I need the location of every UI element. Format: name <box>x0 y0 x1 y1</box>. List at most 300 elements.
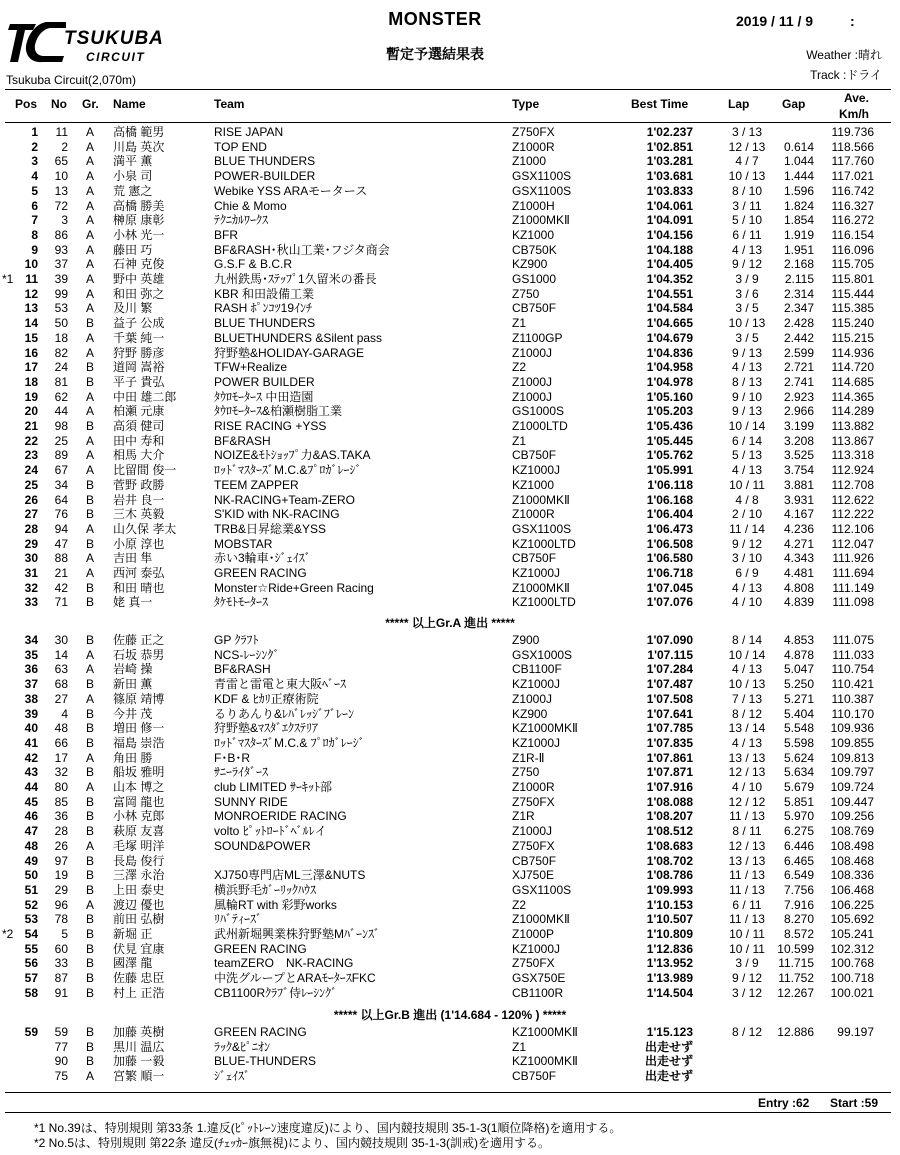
table-row <box>0 1054 900 1069</box>
position: 32 <box>24 580 38 595</box>
position: 44 <box>24 780 38 794</box>
event-title: MONSTER <box>388 9 482 29</box>
car-number: 13 <box>54 183 68 198</box>
car-number: 39 <box>54 272 68 286</box>
best-time: 1'06.118 <box>647 477 693 492</box>
team-name: 狩野塾&HOLIDAY-GARAGE <box>214 345 365 360</box>
group: A <box>86 551 95 566</box>
average-speed: 110.170 <box>831 706 874 721</box>
car-number: 64 <box>54 492 68 507</box>
position: 41 <box>24 735 38 750</box>
position: 9 <box>31 242 38 257</box>
car-number: 50 <box>54 316 68 331</box>
average-speed: 119.736 <box>831 125 874 139</box>
car-number: 25 <box>54 433 68 448</box>
lap: 3 / 12 <box>731 985 763 1000</box>
team-name: GREEN RACING <box>214 1025 307 1039</box>
car-number: 36 <box>54 809 68 824</box>
best-time: 1'07.115 <box>647 647 693 662</box>
driver-name: 増田 修一 <box>113 721 165 736</box>
average-speed: 109.855 <box>830 735 874 750</box>
group: B <box>86 1025 95 1039</box>
gap: 2.347 <box>783 301 814 316</box>
driver-name: 菅野 政勝 <box>113 477 165 492</box>
lap: 4 / 13 <box>731 242 763 257</box>
driver-name: 黒川 温広 <box>113 1039 165 1054</box>
car-number: 85 <box>54 794 68 809</box>
tsukuba-logo <box>6 18 206 70</box>
gap: 7.756 <box>783 882 814 897</box>
group: A <box>86 345 95 360</box>
best-time: 1'03.281 <box>646 154 693 169</box>
position: 10 <box>24 257 38 272</box>
lap: 10 / 14 <box>728 647 766 662</box>
best-time: 1'14.504 <box>646 985 693 1000</box>
lap: 3 / 9 <box>735 272 759 286</box>
machine-type: KZ1000LTD <box>512 536 576 551</box>
position: 57 <box>24 971 38 986</box>
table-row <box>0 301 900 316</box>
driver-name: 加藤 一毅 <box>113 1054 165 1069</box>
driver-name: 藤田 巧 <box>113 242 153 257</box>
driver-name: 道岡 嵩裕 <box>113 360 165 375</box>
gap: 4.271 <box>783 536 814 551</box>
gap: 2.923 <box>783 389 814 404</box>
gap: 4.236 <box>783 521 814 536</box>
average-speed: 110.754 <box>831 662 874 677</box>
driver-name: 石坂 恭男 <box>113 647 165 662</box>
gap: 11.715 <box>778 956 814 971</box>
team-name: POWER-BUILDER <box>214 169 316 184</box>
driver-name: 和田 晴也 <box>113 580 165 595</box>
team-name: ｼﾞｪｲｽﾞ <box>214 1069 251 1084</box>
table-row <box>0 898 900 913</box>
document-title: 暫定予選結果表 <box>386 46 484 62</box>
team-name: RASH ﾎﾟﾝｺﾂ19ｲﾝﾁ <box>214 301 313 316</box>
car-number: 91 <box>54 985 68 1000</box>
average-speed: 108.468 <box>830 853 874 868</box>
average-speed: 109.447 <box>830 794 874 809</box>
track-condition: Track :ドライ <box>810 68 882 82</box>
car-number: 3 <box>61 213 68 228</box>
best-time: 1'05.991 <box>646 463 693 478</box>
group: A <box>86 897 95 912</box>
car-number: 94 <box>54 521 68 536</box>
gap: 4.839 <box>783 595 814 610</box>
team-name: RISE RACING +YSS <box>214 419 327 433</box>
gap: 2.314 <box>783 286 814 301</box>
best-time: 1'08.088 <box>646 794 693 809</box>
lap: 7 / 13 <box>731 691 763 706</box>
lap: 4 / 8 <box>735 492 759 507</box>
average-speed: 118.566 <box>831 139 874 154</box>
lap: 9 / 12 <box>731 257 763 272</box>
best-time: 1'12.836 <box>646 941 693 956</box>
gap: 10.599 <box>777 941 814 956</box>
team-name: G.S.F & B.C.R <box>214 257 293 272</box>
group: B <box>86 882 95 897</box>
position: 37 <box>24 677 38 692</box>
lap: 10 / 13 <box>728 316 766 331</box>
driver-name: 山久保 孝太 <box>113 521 177 536</box>
lap: 6 / 9 <box>735 566 759 580</box>
car-number: 75 <box>54 1069 68 1084</box>
driver-name: 長島 俊行 <box>113 853 165 868</box>
team-name: TEEM ZAPPER <box>214 477 299 492</box>
lap: 4 / 10 <box>731 595 763 610</box>
position: 50 <box>24 868 38 883</box>
team-name: BF&RASH <box>214 433 271 448</box>
gap: 4.481 <box>783 566 814 580</box>
best-time: 1'07.284 <box>646 662 693 677</box>
average-speed: 110.421 <box>831 677 874 692</box>
machine-type: Z1R <box>512 809 535 824</box>
gap: 5.598 <box>783 735 814 750</box>
driver-name: 和田 弥之 <box>113 286 165 301</box>
average-speed: 116.327 <box>831 198 874 213</box>
best-time: 1'04.958 <box>646 360 693 375</box>
machine-type: Z1000R <box>512 139 555 154</box>
team-name: TFW+Realize <box>214 360 288 375</box>
average-speed: 114.685 <box>831 374 874 389</box>
machine-type: Z750 <box>512 286 540 301</box>
driver-name: 船坂 雅明 <box>113 765 165 780</box>
gap: 5.404 <box>783 706 814 721</box>
table-row <box>0 537 900 552</box>
lap: 12 / 13 <box>728 765 766 780</box>
gap: 1.044 <box>783 154 814 169</box>
position: 33 <box>24 595 38 610</box>
best-time: 1'08.207 <box>646 809 693 824</box>
car-number: 65 <box>54 154 68 169</box>
average-speed: 117.760 <box>831 154 874 169</box>
car-number: 99 <box>54 286 68 301</box>
lap: 3 / 10 <box>731 551 763 566</box>
table-row <box>0 346 900 361</box>
driver-name: 佐藤 正之 <box>113 633 165 647</box>
group: A <box>86 750 95 765</box>
car-number: 98 <box>54 419 68 433</box>
lap: 8 / 12 <box>731 706 763 721</box>
lap: 9 / 10 <box>731 389 763 404</box>
group: A <box>86 139 95 154</box>
table-row <box>0 331 900 346</box>
machine-type: Z1R-Ⅱ <box>512 750 545 765</box>
gap: 3.199 <box>783 419 814 433</box>
position: 45 <box>24 794 38 809</box>
col-type: Type <box>512 97 540 111</box>
group: B <box>86 721 95 736</box>
lap: 13 / 13 <box>728 750 766 765</box>
car-number: 80 <box>54 780 68 794</box>
driver-name: 國澤 龍 <box>113 956 153 971</box>
table-row <box>0 125 900 140</box>
car-number: 53 <box>54 301 68 316</box>
machine-type: CB750F <box>512 448 557 463</box>
car-number: 87 <box>54 971 68 986</box>
group: B <box>86 580 95 595</box>
best-time: 1'08.512 <box>646 824 693 839</box>
best-time: 1'04.091 <box>646 213 693 228</box>
machine-type: CB750F <box>512 551 557 566</box>
team-name: BLUE-THUNDERS <box>214 1054 317 1069</box>
average-speed: 113.867 <box>831 433 874 448</box>
position: 58 <box>24 985 38 1000</box>
best-time: 1'03.833 <box>646 183 693 198</box>
group: B <box>86 316 95 331</box>
col-group: Gr. <box>82 97 99 111</box>
team-name: 九州鉄馬･ｽﾃｯﾌﾟ1久留米の番長 <box>214 272 377 286</box>
machine-type: Z750FX <box>512 794 555 809</box>
machine-type: GSX1000S <box>512 647 573 662</box>
best-time: 1'15.123 <box>646 1025 693 1039</box>
machine-type: Z1000MKⅡ <box>512 492 570 507</box>
position: 23 <box>24 448 38 463</box>
best-time: 1'09.993 <box>646 882 693 897</box>
driver-name: 小林 克郎 <box>113 809 165 824</box>
average-speed: 100.021 <box>830 985 874 1000</box>
lap: 8 / 12 <box>731 1025 763 1039</box>
lap: 6 / 11 <box>732 227 762 242</box>
best-time: 出走せず <box>644 1039 693 1054</box>
team-name: 狩野塾&ﾏｽﾀﾞｴｸｽﾃﾘｱ <box>214 721 319 736</box>
driver-name: 狩野 勝彦 <box>113 345 165 360</box>
machine-type: GSX1100S <box>512 183 572 198</box>
machine-type: KZ1000 <box>512 227 555 242</box>
lap: 6 / 11 <box>732 897 762 912</box>
position: 24 <box>24 463 38 478</box>
driver-name: 三澤 永治 <box>113 868 165 883</box>
driver-name: 新田 薫 <box>113 677 153 692</box>
table-row <box>0 404 900 419</box>
average-speed: 108.336 <box>830 868 874 883</box>
driver-name: 荒 憲之 <box>113 183 153 198</box>
team-name: ﾛｯﾄﾞﾏｽﾀｰｽﾞM.C.& ﾌﾟﾛｶﾞﾚｰｼﾞ <box>214 735 365 750</box>
best-time: 1'07.508 <box>646 691 693 706</box>
position: 15 <box>24 330 38 345</box>
group: B <box>86 492 95 507</box>
team-name: TRB&日昇総業&YSS <box>214 521 327 536</box>
note-marker: *1 <box>2 272 14 286</box>
gap: 5.679 <box>783 780 814 794</box>
average-speed: 113.318 <box>831 448 874 463</box>
average-speed: 116.096 <box>831 242 874 257</box>
table-row <box>0 707 900 722</box>
machine-type: CB750K <box>512 242 557 257</box>
best-time: 1'07.487 <box>646 677 693 692</box>
table-row <box>0 316 900 331</box>
group: A <box>86 227 95 242</box>
table-row <box>0 566 900 581</box>
average-speed: 112.708 <box>831 477 874 492</box>
table-row <box>0 971 900 986</box>
best-time: 1'07.076 <box>646 595 693 610</box>
table-row <box>0 692 900 707</box>
average-speed: 117.021 <box>831 169 874 184</box>
best-time: 出走せず <box>644 1054 693 1069</box>
average-speed: 108.498 <box>830 838 874 853</box>
car-number: 28 <box>54 824 68 839</box>
entry-count: Entry :62 <box>758 1096 810 1110</box>
best-time: 1'05.762 <box>646 448 693 463</box>
table-row <box>0 1040 900 1055</box>
table-row <box>0 154 900 169</box>
machine-type: KZ1000J <box>512 463 561 478</box>
car-number: 24 <box>54 360 68 375</box>
col-gap: Gap <box>782 97 806 111</box>
machine-type: GS1000 <box>512 272 557 286</box>
average-speed: 116.154 <box>831 227 874 242</box>
table-row <box>0 522 900 537</box>
table-row <box>0 551 900 566</box>
car-number: 4 <box>61 706 68 721</box>
position: 17 <box>24 360 38 375</box>
table-row <box>0 780 900 795</box>
table-row <box>0 419 900 434</box>
gap: 2.721 <box>783 360 814 375</box>
best-time: 1'10.153 <box>646 897 693 912</box>
lap: 8 / 13 <box>731 374 763 389</box>
table-row <box>0 493 900 508</box>
gap: 5.047 <box>783 662 814 677</box>
team-name: MOBSTAR <box>214 536 273 551</box>
car-number: 78 <box>54 912 68 927</box>
table-row <box>0 736 900 751</box>
best-time: 1'07.835 <box>646 735 693 750</box>
driver-name: 中田 雄二郎 <box>113 389 177 404</box>
machine-type: Z1000R <box>512 507 555 522</box>
best-time: 1'06.404 <box>646 507 693 522</box>
group: A <box>86 566 95 580</box>
best-time: 1'07.916 <box>646 780 693 794</box>
position: 59 <box>24 1025 38 1039</box>
group: B <box>86 633 95 647</box>
best-time: 出走せず <box>644 1069 693 1084</box>
position: 7 <box>31 213 38 228</box>
team-name: 青雷と雷電と東大阪ﾍﾞｰｽ <box>214 677 347 692</box>
group: A <box>86 154 95 169</box>
best-time: 1'04.665 <box>646 316 693 331</box>
best-time: 1'05.203 <box>646 404 693 419</box>
table-row <box>0 199 900 214</box>
gap: 12.886 <box>777 1025 814 1039</box>
table-row <box>0 721 900 736</box>
team-name: 武州新堀興業株狩野塾Mﾊﾞｰﾝｽﾞ <box>214 927 380 941</box>
gap: 2.966 <box>783 404 814 419</box>
best-time: 1'13.989 <box>646 971 693 986</box>
position: 42 <box>24 750 38 765</box>
best-time: 1'04.156 <box>646 227 693 242</box>
lap: 12 / 13 <box>728 139 766 154</box>
machine-type: Z1 <box>512 316 527 331</box>
team-name: RISE JAPAN <box>214 125 284 139</box>
position: 14 <box>24 316 38 331</box>
average-speed: 114.936 <box>831 345 874 360</box>
gap: 8.572 <box>783 927 814 941</box>
driver-name: 岩井 良一 <box>113 492 165 507</box>
group: A <box>86 662 95 677</box>
best-time: 1'06.718 <box>646 566 693 580</box>
average-speed: 100.768 <box>830 956 874 971</box>
start-count: Start :59 <box>830 1096 879 1110</box>
average-speed: 114.289 <box>831 404 874 419</box>
position: 11 <box>25 272 38 286</box>
group: A <box>86 691 95 706</box>
position: 52 <box>24 897 38 912</box>
machine-type: Z1000J <box>512 374 553 389</box>
machine-type: Z750FX <box>512 956 555 971</box>
group: A <box>86 213 95 228</box>
car-number: 30 <box>54 633 68 647</box>
position: 27 <box>24 507 38 522</box>
table-row <box>0 184 900 199</box>
gap: 2.442 <box>783 330 814 345</box>
team-name: 横浜野毛ｶﾞｰﾘｯｸﾊｳｽ <box>214 882 317 897</box>
table-row <box>0 1025 900 1040</box>
group: B <box>86 1054 95 1069</box>
team-name: るりあんり&ﾚﾊﾞﾚｯｼﾞﾌﾞﾚｰﾝ <box>214 706 355 721</box>
best-time: 1'07.785 <box>646 721 693 736</box>
best-time: 1'06.473 <box>646 521 693 536</box>
penalty-note-1: *1 No.39は、特別規則 第33条 1.違反(ﾋﾟｯﾄﾚｰﾝ速度違反)により、国内競技規則 35-1-3(1順位降格)を適用する。 <box>34 1121 622 1135</box>
table-row <box>0 765 900 780</box>
group: B <box>86 956 95 971</box>
lap: 5 / 10 <box>731 213 763 228</box>
car-number: 63 <box>54 662 68 677</box>
average-speed: 102.312 <box>830 941 874 956</box>
group: A <box>86 272 95 286</box>
gap: 5.970 <box>783 809 814 824</box>
lap: 4 / 13 <box>731 360 763 375</box>
team-name: NOIZE&ﾓﾄｼｮｯﾌﾟ力&AS.TAKA <box>214 448 371 463</box>
driver-name: 山本 博之 <box>113 780 165 794</box>
lap: 8 / 14 <box>731 633 763 647</box>
position: 34 <box>24 633 38 647</box>
position: 40 <box>24 721 38 736</box>
average-speed: 105.241 <box>830 927 874 941</box>
average-speed: 112.047 <box>831 536 874 551</box>
average-speed: 105.692 <box>830 912 874 927</box>
driver-name: 渡辺 優也 <box>113 897 165 912</box>
gap: 5.548 <box>783 721 814 736</box>
group: B <box>86 794 95 809</box>
logo-wordmark: TSUKUBA <box>64 28 164 49</box>
team-name: NK-RACING+Team-ZERO <box>214 492 356 507</box>
car-number: 67 <box>54 463 68 478</box>
group: B <box>86 985 95 1000</box>
driver-name: 高橋 範男 <box>113 125 165 139</box>
lap: 10 / 14 <box>728 419 766 433</box>
best-time: 1'05.445 <box>646 433 693 448</box>
team-name: 風輪RT with 彩野works <box>214 897 337 912</box>
table-row <box>0 662 900 677</box>
driver-name: 姥 真一 <box>113 595 153 610</box>
team-name: GP ｸﾗﾌﾄ <box>214 633 259 647</box>
average-speed: 112.106 <box>831 521 874 536</box>
lap: 6 / 14 <box>731 433 763 448</box>
average-speed: 100.718 <box>830 971 874 986</box>
position: 48 <box>24 838 38 853</box>
best-time: 1'04.352 <box>646 272 693 286</box>
driver-name: 小林 光一 <box>113 227 165 242</box>
table-row <box>0 390 900 405</box>
driver-name: 榊原 康彰 <box>113 213 165 228</box>
group: A <box>86 301 95 316</box>
group: A <box>86 183 95 198</box>
machine-type: KZ1000J <box>512 677 561 692</box>
group: A <box>86 125 95 139</box>
table-row <box>0 228 900 243</box>
